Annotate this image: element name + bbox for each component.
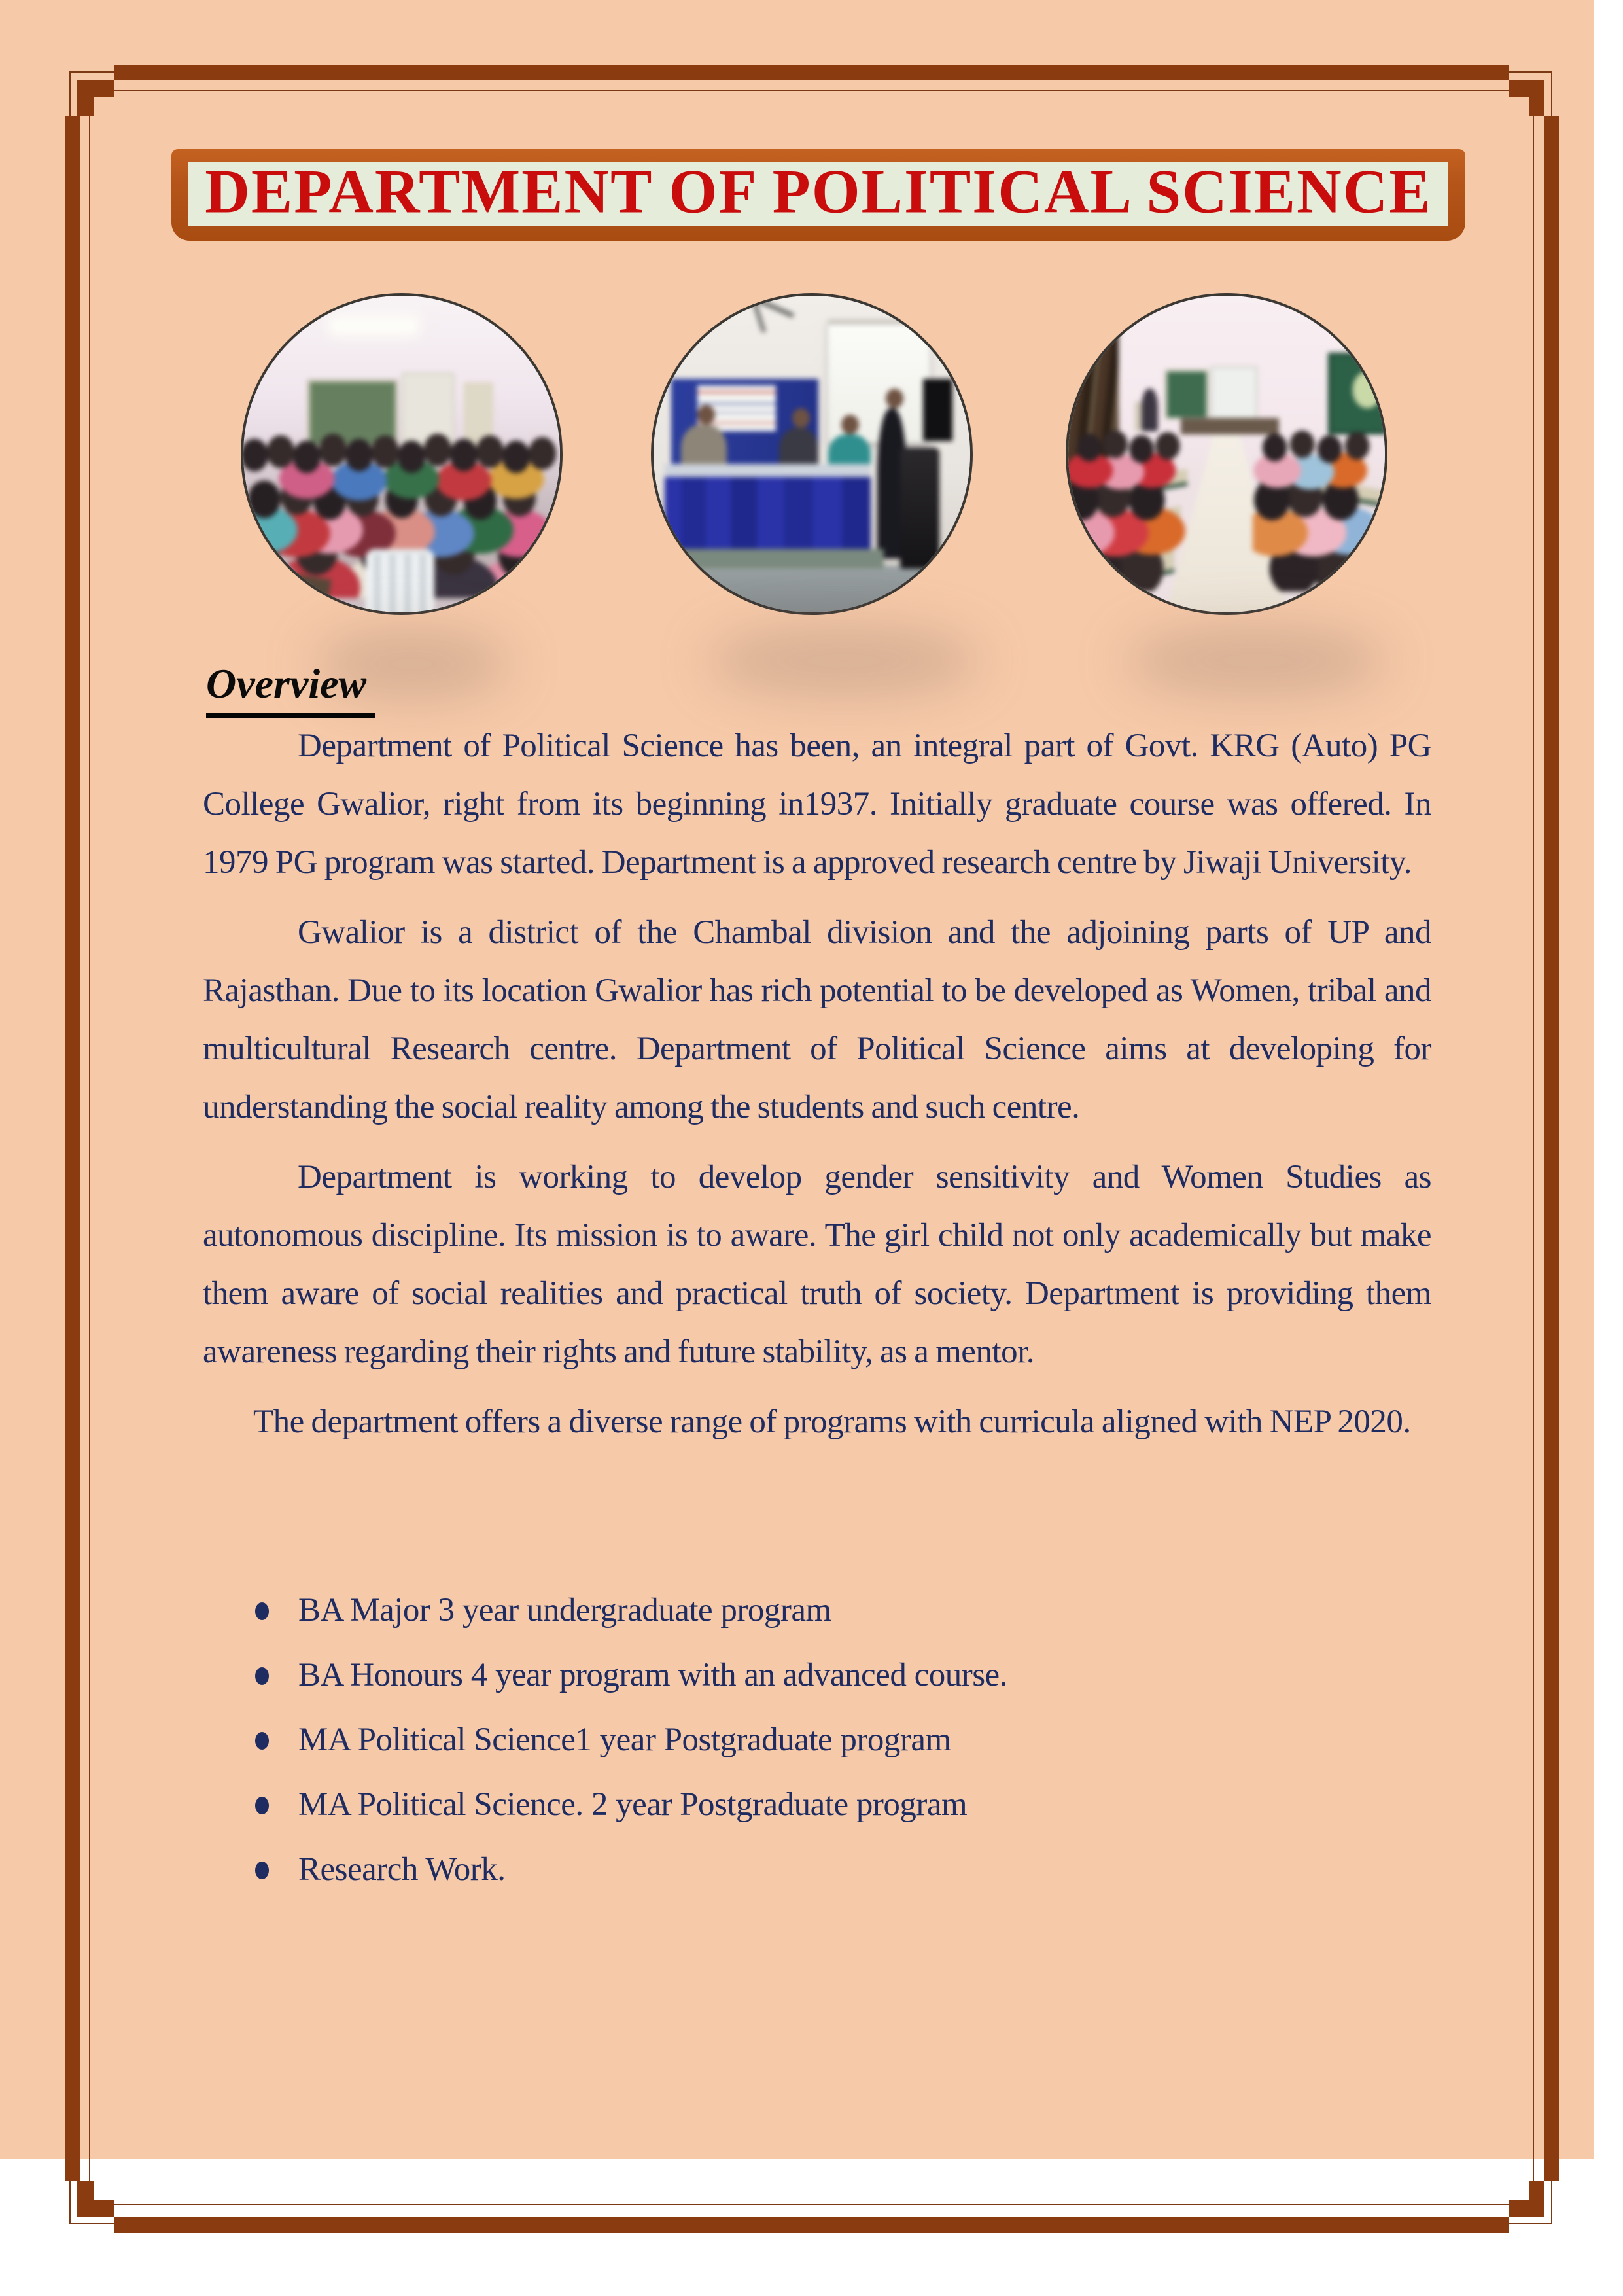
border-bar-right xyxy=(1544,116,1559,2181)
photo-shadow xyxy=(707,625,981,697)
title-banner-panel xyxy=(188,156,1448,226)
border-step-bottom-left xyxy=(94,2200,114,2217)
program-list-item: BA Major 3 year undergraduate program xyxy=(255,1578,1413,1643)
title-banner xyxy=(171,149,1465,241)
photo-shadow xyxy=(1125,625,1387,697)
border-bar-left xyxy=(65,116,80,2181)
border-step-top-right xyxy=(1529,97,1544,116)
border-step-top-left xyxy=(77,80,114,97)
border-step-bottom-left xyxy=(77,2181,94,2217)
program-list xyxy=(255,1578,1413,1902)
border-step-bottom-right xyxy=(1529,2181,1544,2200)
overview-paragraph: Department of Political Science has been, an integral part of Govt. KRG (Auto) PG College Gwalior, right from its beginning in1937. Initially graduate course was offered. In 1979 PG program was started. Department is a approved research centre by Jiwaji University. xyxy=(203,728,1431,881)
overview-body xyxy=(203,717,1431,1463)
page-title: DEPARTMENT OF POLITICAL SCIENCE xyxy=(205,156,1432,226)
overview-paragraph: Department is working to develop gender sensitivity and Women Studies as autonomous discipline. Its mission is to aware. The girl child not only academically but make them aware of social realities and practical truth of society. Department is providing them awareness regarding their rights and future stability, as a mentor. xyxy=(203,1159,1431,1370)
overview-paragraph: The department offers a diverse range of programs with curricula aligned with NEP 2020. xyxy=(253,1404,1411,1440)
photo-scene xyxy=(1066,293,1387,615)
border-step-top-left xyxy=(77,97,94,116)
photo-scene xyxy=(241,293,563,615)
border-step-bottom-right xyxy=(1509,2200,1544,2217)
border-bar-bottom xyxy=(114,2217,1509,2233)
photo-classroom-aisle xyxy=(1066,293,1387,615)
photo-seminar-panel xyxy=(651,293,973,615)
program-list-item: BA Honours 4 year program with an advanced course. xyxy=(255,1643,1413,1708)
program-list-item: MA Political Science1 year Postgraduate program xyxy=(255,1708,1413,1773)
border-bar-top xyxy=(114,65,1509,80)
overview-paragraph: Gwalior is a district of the Chambal division and the adjoining parts of UP and Rajasthan. Due to its location Gwalior has rich potential to be developed as Women, tribal and multicultural Research centre. Department of Political Science aims at developing for understanding the social reality among the students and such centre. xyxy=(203,914,1431,1125)
border-step-top-right xyxy=(1509,80,1544,97)
overview-heading: Overview xyxy=(206,660,375,718)
photo-scene xyxy=(651,293,973,615)
program-list-item: MA Political Science. 2 year Postgraduate program xyxy=(255,1773,1413,1837)
program-list-item: Research Work. xyxy=(255,1837,1413,1902)
photo-classroom-back-view xyxy=(241,293,563,615)
